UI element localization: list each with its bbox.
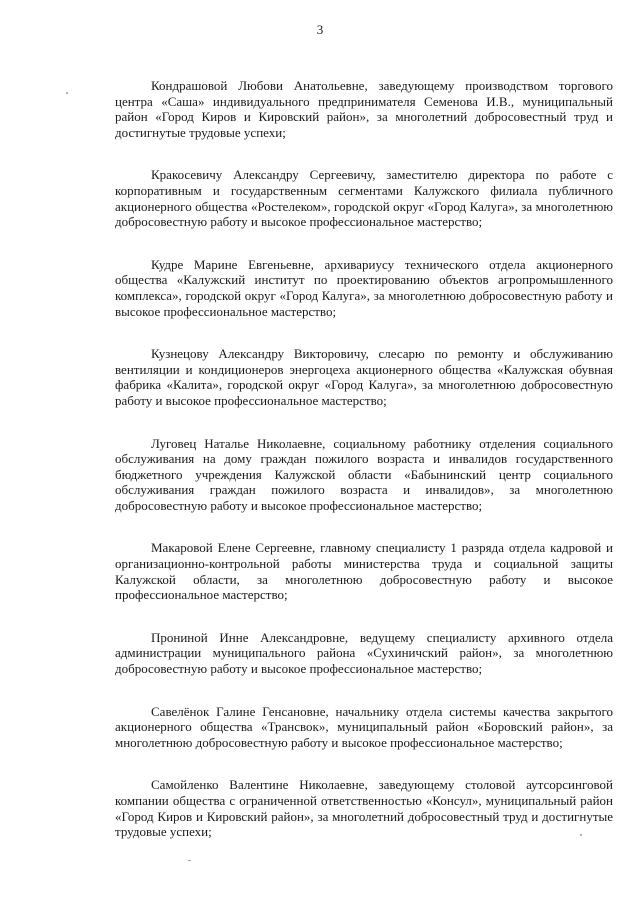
award-paragraph: Кондрашовой Любови Анатольевне, заведующему производством торгового центра «Саша» индивидуального предпринимателя Семенова И.В., муниципальный район «Город Киров и Кировский район», за многолетний добросовестный труд и достигнутые трудовые успехи; bbox=[115, 78, 613, 140]
award-paragraph: Макаровой Елене Сергеевне, главному специалисту 1 разряда отдела кадровой и организационно-контрольной работы министерства труда и социальной защиты Калужской области, за многолетнюю добросовестную работу и высокое профессиональное мастерство; bbox=[115, 540, 613, 603]
award-paragraph: Кудре Марине Евгеньевне, архивариусу технического отдела акционерного общества «Калужский институт по проектированию объектов агропромышленного комплекса», городской округ «Город Калуга», за многолетнюю добросовестную работу и высокое профессиональное мастерство; bbox=[115, 256, 613, 319]
page-number: 3 bbox=[316, 22, 324, 37]
scan-speck bbox=[66, 92, 68, 94]
award-paragraph: Луговец Наталье Николаевне, социальному работнику отделения социального обслуживания на дому граждан пожилого возраста и инвалидов государственного бюджетного учреждения Калужской области «Бабынинский центр социального обслуживания граждан пожилого возраста и инвалидов», за многолетнюю добросовестную работу и высокое профессиональное мастерство; bbox=[115, 435, 613, 513]
scan-speck bbox=[188, 860, 191, 861]
award-paragraph: Кузнецову Александру Викторовичу, слесарю по ремонту и обслуживанию вентиляции и кондиционеров энергоцеха акционерного общества «Калужская обувная фабрика «Калита», городской округ «Город Калуга», за многолетнюю добросовестную работу и высокое профессиональное мастерство; bbox=[115, 346, 613, 408]
award-paragraph: Кракосевичу Александру Сергеевичу, заместителю директора по работе с корпоративным и государственным сегментами Калужского филиала публичного акционерного общества «Ростелеком», городской округ «Город Калуга», за многолетнюю добросовестную работу и высокое профессиональное мастерство; bbox=[115, 167, 613, 230]
scan-speck bbox=[580, 834, 582, 836]
award-list bbox=[115, 78, 613, 867]
award-paragraph: Прониной Инне Александровне, ведущему специалисту архивного отдела администрации муниципального района «Сухиничский район», за многолетнюю добросовестную работу и высокое профессиональное мастерство; bbox=[115, 629, 613, 677]
award-paragraph: Савелёнок Галине Генсановне, начальнику отдела системы качества закрытого акционерного общества «Трансвок», муниципальный район «Боровский район», за многолетнюю добросовестную работу и высокое профессиональное мастерство; bbox=[115, 703, 613, 750]
award-paragraph: Самойленко Валентине Николаевне, заведующему столовой аутсорсинговой компании общества с ограниченной ответственностью «Консул», муниципальный район «Город Киров и Кировский район», за многолетний добросовестный труд и достигнутые трудовые успехи; bbox=[115, 777, 613, 840]
